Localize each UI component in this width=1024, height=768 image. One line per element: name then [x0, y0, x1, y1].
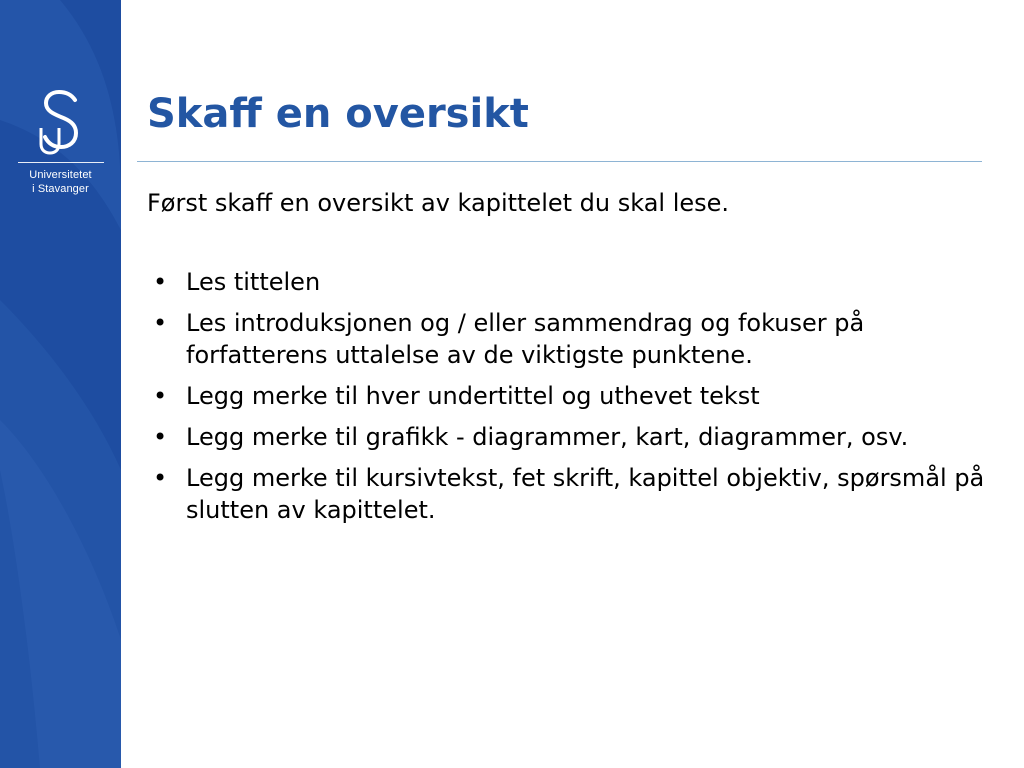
uis-monogram-icon — [31, 88, 91, 158]
slide-body — [147, 186, 987, 535]
logo-divider — [18, 162, 104, 163]
intro-text: Først skaff en oversikt av kapittelet du skal lese. — [147, 189, 730, 217]
bullet-item: • Legg merke til grafikk - diagrammer, kart, diagrammer, osv. — [147, 421, 987, 453]
bullet-item: • Les introduksjonen og / eller sammendrag og fokuser på forfatterens uttalelse av de viktigste punktene. — [147, 307, 987, 371]
slide-title: Skaff en oversikt — [147, 91, 529, 137]
bullet-item: • Les tittelen — [147, 266, 987, 298]
sidebar-band — [0, 0, 121, 768]
title-divider — [137, 161, 982, 162]
logo-line-university: Universitetet — [29, 169, 92, 181]
bullet-item: • Legg merke til kursivtekst, fet skrift, kapittel objektiv, spørsmål på slutten av kapittelet. — [147, 462, 987, 526]
logo-line-stavanger: i Stavanger — [32, 183, 89, 195]
bullet-item: • Legg merke til hver undertittel og uthevet tekst — [147, 380, 987, 412]
university-logo — [0, 88, 121, 196]
bullet-list — [147, 266, 987, 526]
